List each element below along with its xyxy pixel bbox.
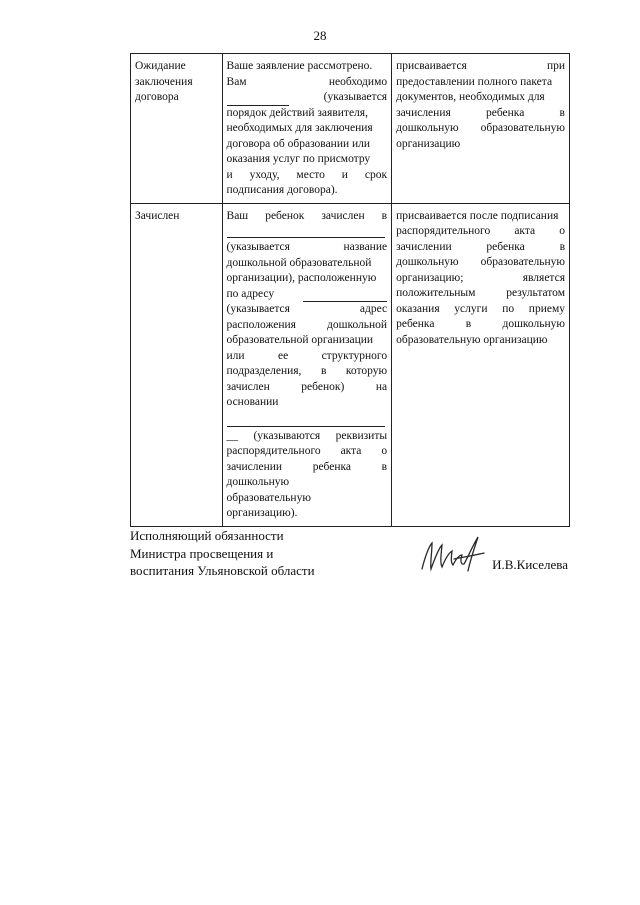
text-line: присваивается после подписания xyxy=(396,209,559,222)
text-line: оказания услуги по приему xyxy=(396,302,565,315)
condition-cell xyxy=(392,203,570,526)
notification-text-cell xyxy=(222,54,392,204)
text-line: образовательную xyxy=(226,491,311,504)
status-label-line: Ожидание xyxy=(135,60,186,72)
text-line: (указывается xyxy=(226,241,290,253)
text-line: или ее структурного xyxy=(226,349,388,362)
text-line: подписания договора). xyxy=(226,184,338,196)
text-line: образовательной организации xyxy=(226,334,374,346)
text-line: организацию). xyxy=(226,507,298,519)
text-line: дошкольную образовательную xyxy=(396,256,565,268)
signer-title-line: Исполняющий обязанности xyxy=(130,528,284,543)
status-table xyxy=(130,53,570,527)
text-line: зачислении ребенка в xyxy=(226,460,388,473)
text-line: Ваше заявление рассмотрено. xyxy=(226,60,373,72)
text-line: __ (указываются реквизиты xyxy=(226,429,388,442)
text-line: присваивается xyxy=(396,60,467,72)
text-line: организацию xyxy=(396,137,461,150)
text-line: по адресу xyxy=(226,287,275,300)
text-line: распорядительного акта о xyxy=(226,445,388,457)
text-line: (указывается xyxy=(323,91,388,103)
text-line: положительным результатом xyxy=(396,287,565,299)
text-line: при xyxy=(546,60,565,72)
text-line: зачислен ребенок) на xyxy=(226,380,388,393)
text-line: зачислении ребенка в xyxy=(396,240,565,253)
signer-title-line: Министра просвещения и xyxy=(130,545,274,561)
text-line: ребенка в дошкольную xyxy=(396,318,565,330)
status-cell xyxy=(131,54,223,204)
text-line: распорядительного акта о xyxy=(396,225,565,237)
page-number: 28 xyxy=(313,28,327,43)
status-label-line: заключения xyxy=(135,75,193,88)
text-line: договора об образовании или xyxy=(226,137,371,150)
status-label-line: договора xyxy=(135,91,179,103)
text-line: зачисления ребенка в xyxy=(396,106,565,119)
text-line: необходимых для заключения xyxy=(226,122,373,134)
notification-text-cell xyxy=(222,203,392,526)
text-line: оказания услуг по присмотру xyxy=(226,153,371,165)
fill-in-blank xyxy=(227,413,386,427)
signer-title-line: воспитания Ульяновской области xyxy=(130,563,315,578)
fill-in-blank xyxy=(227,94,289,106)
signer-name: И.В.Киселева xyxy=(492,557,568,572)
table-row xyxy=(131,203,570,526)
text-line: дошкольную xyxy=(226,476,290,488)
fill-in-blank xyxy=(303,290,387,302)
text-line: порядок действий заявителя, xyxy=(226,106,368,119)
text-line: подразделения, в которую xyxy=(226,365,388,377)
handwritten-signature xyxy=(418,531,488,577)
text-line: организацию; является xyxy=(396,271,565,284)
text-line: Ваш ребенок зачислен в xyxy=(226,209,388,222)
status-label-line: Зачислен xyxy=(135,209,180,222)
text-line: документов, необходимых для xyxy=(396,91,545,103)
text-line: основании xyxy=(226,396,279,408)
text-line: и уходу, место и срок xyxy=(226,168,388,181)
text-line: дошкольную образовательную xyxy=(396,122,565,134)
text-line: предоставлении полного пакета xyxy=(396,75,553,88)
condition-cell xyxy=(392,54,570,204)
text-line: организации), расположенную xyxy=(226,272,377,284)
text-line: расположения дошкольной xyxy=(226,318,388,331)
signature-block xyxy=(130,527,570,587)
table-row xyxy=(131,54,570,204)
text-line: необходимо xyxy=(328,75,388,88)
text-line: образовательную организацию xyxy=(396,333,548,346)
text-line: адрес xyxy=(359,303,388,315)
status-cell xyxy=(131,203,223,526)
fill-in-blank xyxy=(227,224,386,238)
text-line: дошкольной образовательной xyxy=(226,256,372,269)
text-line: (указывается xyxy=(226,303,290,315)
text-line: название xyxy=(343,241,388,253)
text-line: Вам xyxy=(226,75,247,88)
